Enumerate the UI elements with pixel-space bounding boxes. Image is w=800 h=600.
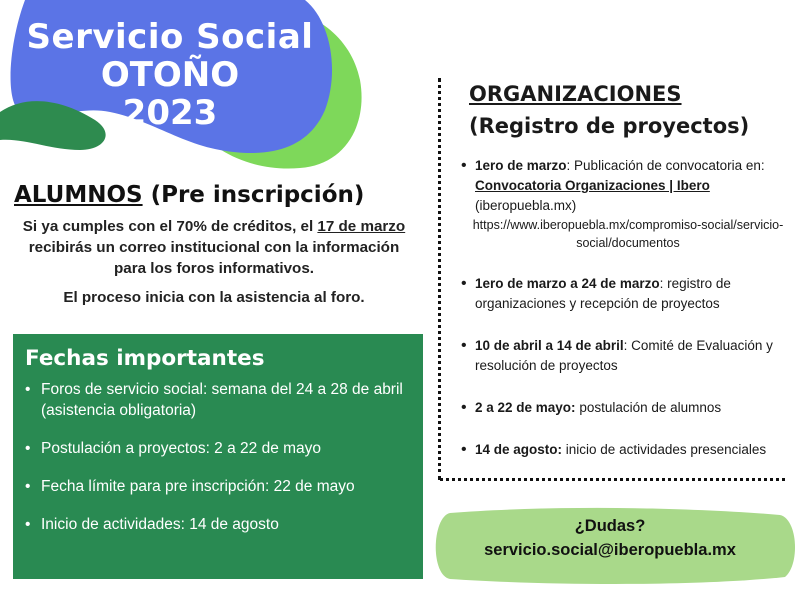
org-title-line2: (Registro de proyectos) [469, 114, 750, 138]
org-title-line1: ORGANIZACIONES [469, 82, 682, 106]
org-list [461, 156, 791, 482]
dudas-box [440, 514, 780, 562]
fechas-item: • Fecha límite para pre inscripción: 22 de mayo [41, 476, 423, 497]
org-item-4-text: postulación de alumnos [575, 400, 722, 415]
fechas-list [13, 379, 423, 535]
convocatoria-link[interactable]: Convocatoria Organizaciones | Ibero [475, 178, 710, 193]
fechas-item: • Inicio de actividades: 14 de agosto [41, 514, 423, 535]
org-item-4-date: 2 a 22 de mayo: [475, 400, 576, 415]
hero-title-line1: Servicio Social [26, 17, 314, 57]
org-item-1-domain: (iberopuebla.mx) [475, 198, 577, 213]
org-item-1 [461, 156, 791, 252]
org-item-5 [461, 440, 791, 460]
fechas-box [13, 334, 423, 579]
org-item-5-text: inicio de actividades presenciales [562, 442, 767, 457]
alumnos-title-underlined: ALUMNOS [14, 182, 143, 208]
fechas-item: • Postulación a proyectos: 2 a 22 de mayo [41, 438, 423, 459]
org-item-1-text: : Publicación de convocatoria en: [566, 158, 765, 173]
org-item-3-date: 10 de abril a 14 de abril [475, 338, 624, 353]
hero-title-line3: 2023 [122, 93, 218, 133]
org-item-5-date: 14 de agosto: [475, 442, 563, 457]
org-item-3 [461, 336, 791, 376]
org-title [469, 78, 789, 142]
dotted-divider-vertical [438, 78, 441, 480]
organizaciones-section [469, 78, 789, 457]
alumnos-paragraph-1 [14, 216, 414, 279]
alumnos-section [14, 182, 414, 308]
org-item-2 [461, 274, 791, 314]
dudas-question: ¿Dudas? [574, 517, 646, 535]
org-item-4 [461, 398, 791, 418]
alumnos-p1-b: recibirás un correo institucional con la información para los foros informativos. [28, 239, 400, 277]
org-item-2-text: : registro de organizaciones y recepción de proyectos [475, 276, 731, 311]
dudas-email[interactable]: servicio.social@iberopuebla.mx [484, 541, 736, 559]
hero-title [20, 18, 320, 132]
org-item-1-date: 1ero de marzo [475, 158, 567, 173]
org-item-2-date: 1ero de marzo a 24 de marzo [475, 276, 660, 291]
alumnos-title-rest: (Pre inscripción) [142, 182, 365, 208]
alumnos-title [14, 182, 414, 208]
documentos-url[interactable]: https://www.iberopuebla.mx/compromiso-social/servicio-social/documentos [472, 218, 784, 250]
alumnos-p1-date: 17 de marzo [317, 218, 406, 235]
alumnos-paragraph-2: El proceso inicia con la asistencia al foro. [63, 289, 365, 306]
fechas-title: Fechas importantes [25, 346, 265, 371]
org-item-3-text: : Comité de Evaluación y resolución de proyectos [475, 338, 773, 373]
fechas-item: • Foros de servicio social: semana del 24 a 28 de abril (asistencia obligatoria) [41, 379, 423, 421]
alumnos-p1-a: Si ya cumples con el 70% de créditos, el [22, 218, 318, 235]
hero-title-line2: OTOÑO [100, 55, 240, 95]
